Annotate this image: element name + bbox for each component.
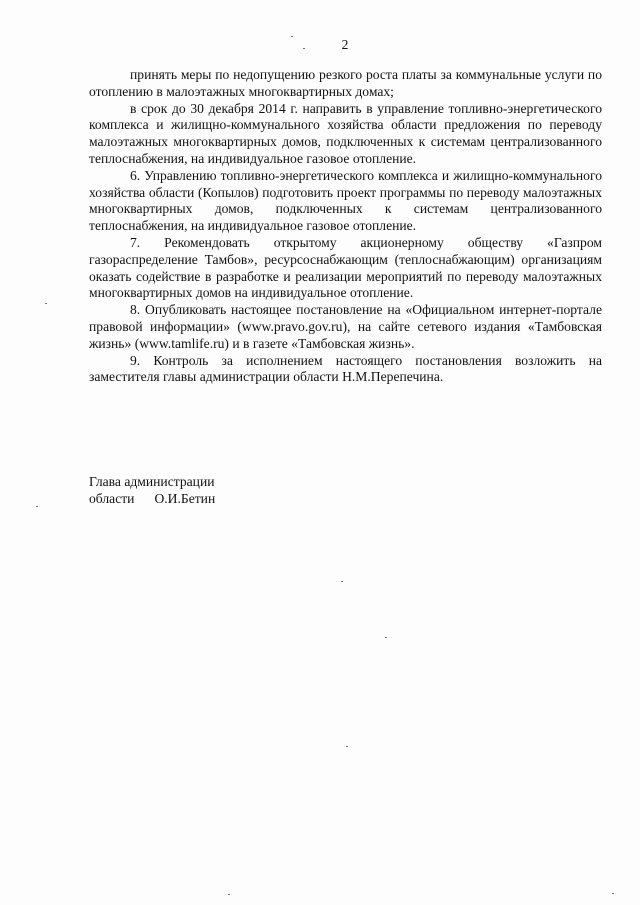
signature-name: О.И.Бетин [154, 491, 216, 506]
paragraph-item-6: 6. Управлению топливно-энергетического комплекса и жилищно-коммунального хозяйства области (Копылов) подготовить проект программы по переводу малоэтажных многоквартирных домов, подключенных к системам централизованного теплоснабжения, на индивидуальное газовое отопление. [89, 167, 602, 234]
scan-speck [291, 36, 293, 37]
scan-speck [612, 893, 614, 894]
page-number: 2 [341, 37, 349, 52]
document-body [89, 67, 602, 386]
scan-speck [385, 637, 387, 638]
signature-title-line1: Глава администрации [89, 474, 215, 489]
paragraph-item-7: 7. Рекомендовать открытому акционерному обществу «Газпром газораспределение Тамбов», ресурсоснабжающим (теплоснабжающим) организациям оказать содействие в разработке и реализации мероприятий по переводу малоэтажных многоквартирных домов на индивидуальное отопление. [89, 234, 602, 301]
paragraph-item-9: 9. Контроль за исполнением настоящего постановления возложить на заместителя главы администрации области Н.М.Перепечина. [89, 352, 602, 385]
paragraph-proposals-deadline: в срок до 30 декабря 2014 г. направить в управление топливно-энергетического комплекса и жилищно-коммунального хозяйства области предложения по переводу малоэтажных многоквартирных домов, подключенных к системам централизованного теплоснабжения, на индивидуальное газовое отопление. [89, 100, 602, 166]
scan-speck [45, 303, 47, 304]
signature-line2 [89, 490, 215, 507]
scan-speck [341, 581, 343, 582]
signature-title-line2: области [89, 491, 135, 506]
paragraph-item-8: 8. Опубликовать настоящее постановление на «Официальном интернет-портале правовой информации» (www.pravo.gov.ru), на сайте сетевого издания «Тамбовская жизнь» (www.tamlife.ru) и в газете «Тамбовская жизнь». [89, 302, 602, 351]
signature-block [89, 473, 215, 507]
scan-speck [228, 894, 230, 895]
scan-speck [346, 746, 348, 747]
scan-speck [303, 48, 305, 49]
paragraph-rate-measures: принять меры по недопущению резкого роста платы за коммунальные услуги по отоплению в малоэтажных многоквартирных домах; [89, 67, 602, 99]
scan-speck [36, 506, 38, 507]
